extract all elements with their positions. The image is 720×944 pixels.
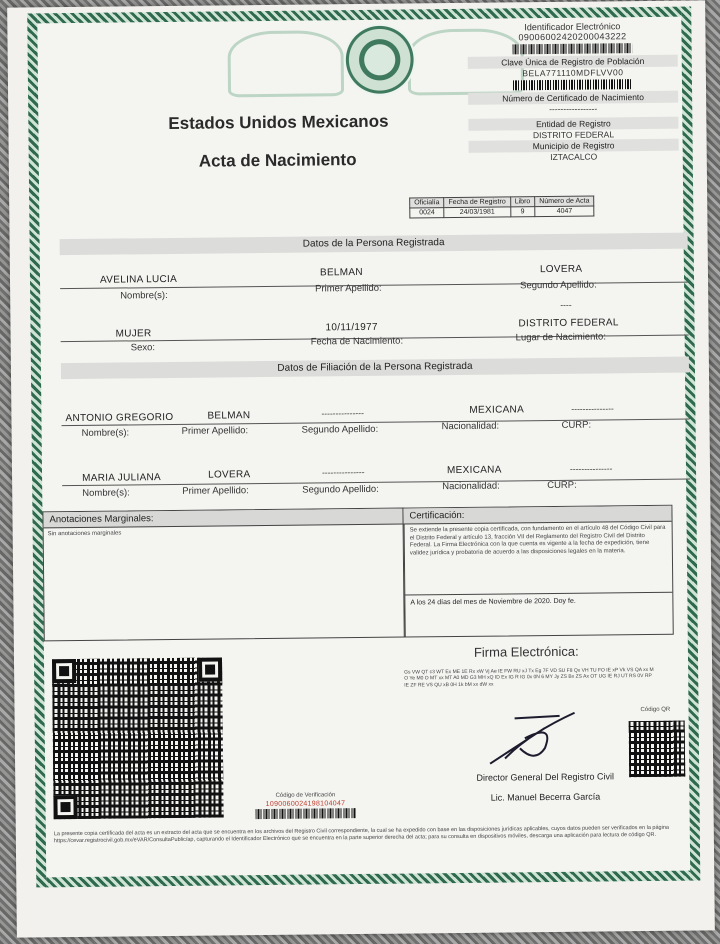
section-registered-person: Datos de la Persona Registrada <box>60 233 688 256</box>
country-title: Estados Unidos Mexicanos <box>168 111 389 133</box>
certification-date: A los 24 días del mes de Noviembre de 2020. Doy fe. <box>404 592 672 611</box>
cell-oficialia: 0024 <box>410 208 444 218</box>
footer-disclaimer: La presente copia certificada del acta es un extracto del acta que se encuentra en los archivos del Registro Civil correspondiente, la cual se ha expedido con base en las disposiciones jurídicas aplicables, cuyos datos pueden ser verificados en la página https://cevar.registrocivil.gob.mx/eVAR/ConsultaPublic/ap, capturando el Identificador Electrónico que se encuentra en la parte superior derecha del acta; para su consulta en dispositivos móviles, descarga una aplicación para lectura de código QR. <box>53 824 669 845</box>
cell-numero-acta: 4047 <box>535 206 594 217</box>
person-birth-place-label: Lugar de Nacimiento: <box>515 331 607 344</box>
electronic-signature-title: Firma Electrónica: <box>473 643 579 660</box>
person-birth-date-value: 10/11/1977 <box>325 321 378 334</box>
mother-curp-label: CURP: <box>547 479 577 492</box>
certification-title: Certificación: <box>403 506 671 525</box>
certificate-number-value: ----------------- <box>549 103 598 115</box>
signer-title: Director General Del Registro Civil <box>476 771 615 783</box>
person-second-surname-value: LOVERA <box>539 263 583 276</box>
person-second-surname-label: Segundo Apellido: <box>520 279 597 292</box>
father-nationality-label: Nacionalidad: <box>441 420 500 433</box>
municipality-label: Municipio de Registro <box>469 139 679 153</box>
father-nationality-value: MEXICANA <box>469 404 525 416</box>
section-filiation: Datos de Filiación de la Persona Registrada <box>61 357 689 380</box>
col-libro: Libro <box>510 197 535 207</box>
certification-text: Se extiende la presente copia certificada, con fundamento en el artículo 48 del Código Civil para el Distrito Federal y artículo 13, fracción VII del Reglamento del Registro Civil del Distrito Federal. La Firma Electrónica con la que cuenta es vigente a la fecha de expedición, tiene validez jurídica y probatoria de acuerdo a las disposiciones legales en la materia. <box>409 524 666 556</box>
cell-fecha-registro: 24/03/1981 <box>444 207 510 218</box>
mother-nationality-value: MEXICANA <box>446 464 502 477</box>
mother-first-surname-value: LOVERA <box>207 469 251 481</box>
decorative-border <box>27 7 700 888</box>
curp-value: BELA771110MDFLVV00 <box>522 67 624 79</box>
electronic-id-value: 09006002420200043222 <box>518 31 627 43</box>
cell-libro: 9 <box>510 207 535 217</box>
father-curp-value: --------------- <box>571 403 614 414</box>
marginal-notes-title: Anotaciones Marginales: <box>43 509 403 529</box>
person-first-surname-label: Primer Apellido: <box>315 282 382 295</box>
verification-barcode <box>256 808 356 819</box>
person-first-surname-value: BELMAN <box>319 266 363 279</box>
registry-entity-value: DISTRITO FEDERAL <box>532 129 615 141</box>
father-name-value: ANTONIO GREGORIO <box>65 411 174 425</box>
small-qr-code <box>629 721 686 778</box>
electronic-id-label: Identificador Electrónico <box>524 21 621 33</box>
mother-second-surname-label: Segundo Apellido: <box>302 483 379 496</box>
person-birth-date-label: Fecha de Nacimiento: <box>310 335 404 348</box>
qr-code-label: Código QR <box>640 706 671 714</box>
person-sex-value: MUJER <box>115 328 152 340</box>
signer-name: Lic. Manuel Becerra García <box>490 791 601 803</box>
father-curp-label: CURP: <box>561 419 592 431</box>
person-birth-place-value: DISTRITO FEDERAL <box>518 317 619 330</box>
national-seal-icon <box>343 23 416 96</box>
mother-nationality-label: Nacionalidad: <box>442 480 500 493</box>
person-name-label: Nombre(s): <box>120 290 168 302</box>
electronic-signature-hash: Gs VW QT c3 WT Ex ME 1E Rx xW Vj Ae IE FW RU xJ Tx Eg 7F VD SU F8 Qx VH TU FO IE xP Vk VS QA xx MO Ye M0 O MT xx MT A0 MD G3 MH xQ ID Ex IG R IG 0x 0N 6 MY Jy ZS Bx ZS Ax OT UG IE RJ UT RS 0V RP IE ZF RE VS QU xB 0H 1k bM xx dW xx <box>404 666 654 689</box>
verification-code-value: 1090060024198104047 <box>265 799 346 808</box>
father-name-label: Nombre(s): <box>81 427 130 439</box>
mother-name-label: Nombre(s): <box>82 487 130 499</box>
registry-entity-label: Entidad de Registro <box>468 117 678 131</box>
ornament-left <box>227 30 344 97</box>
father-second-surname-value: --------------- <box>321 407 364 419</box>
birth-certificate-sheet <box>7 0 715 937</box>
registry-table <box>409 196 594 219</box>
mother-name-value: MARIA JULIANA <box>82 472 162 484</box>
person-name-value: AVELINA LUCIA <box>99 273 178 286</box>
col-fecha-registro: Fecha de Registro <box>444 197 510 208</box>
marginal-notes-box <box>42 508 405 642</box>
id-barcode <box>513 43 633 54</box>
mother-second-surname-value: --------------- <box>321 466 365 478</box>
certification-box <box>402 505 673 638</box>
father-first-surname-label: Primer Apellido: <box>181 425 249 437</box>
curp-label: Clave Única de Registro de Población <box>468 55 678 69</box>
certificate-number-label: Número de Certificado de Nacimiento <box>468 91 678 105</box>
father-second-surname-label: Segundo Apellido: <box>301 423 379 436</box>
document-title: Acta de Nacimiento <box>198 150 357 171</box>
curp-barcode <box>513 79 633 90</box>
municipality-value: IZTACALCO <box>550 151 598 163</box>
person-sex-label: Sexo: <box>130 342 156 354</box>
mother-curp-value: --------------- <box>569 463 613 474</box>
marginal-notes-text: Sin anotaciones marginales <box>47 530 122 538</box>
signature-scribble <box>485 708 586 769</box>
col-oficialia: Oficialía <box>410 198 444 208</box>
mother-first-surname-label: Primer Apellido: <box>182 485 249 497</box>
large-qr-code <box>52 657 224 819</box>
col-numero-acta: Número de Acta <box>535 196 594 207</box>
empty-dash: ---- <box>560 299 572 310</box>
verification-code-label: Código de Verificación <box>275 792 336 799</box>
father-first-surname-value: BELMAN <box>207 410 251 422</box>
